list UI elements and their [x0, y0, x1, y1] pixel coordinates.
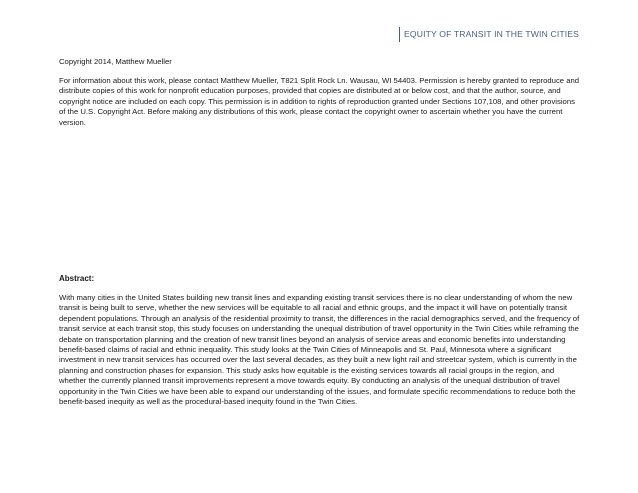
copyright-notice: For information about this work, please contact Matthew Mueller, T821 Split Rock Ln. Wausau, WI 54403. Permission is hereby granted to reproduce and distribute copies of this work for nonprofit education purposes, provided that copies are distributed at or below cost, and that the author, source, and copyright notice are included on each copy. This permission is in addition to rights of reproduction granted under Sections 107,108, and other provisions of the U.S. Copyright Act. Before making any distributions of this work, please contact the copyright owner to ascertain whether you have the current version. [59, 76, 580, 127]
abstract-heading: Abstract: [59, 274, 95, 283]
abstract-body: With many cities in the United States building new transit lines and expanding existing transit services there is no clear understanding of whom the new transit is being built to serve, whether the new services will be equitable to all racial and ethnic groups, and the impact it will have on potentially transit dependent populations. Through an analysis of the residential proximity to transit, the differences in the racial demographics served, and the frequency of transit service at each transit stop, this study focuses on understanding the unequal distribution of travel opportunity in the Twin Cities while reframing the debate on transportation planning and the creation of new transit lines beyond an analysis of service areas and economic benefits into understanding benefit-based claims of racial and ethnic inequality. This study looks at the Twin Cities of Minneapolis and St. Paul, Minnesota where a significant investment in new transit services has occurred over the last several decades, as they built a new light rail and streetcar system, which is currently in the planning and construction phases for expansion. This study asks how equitable is the existing services towards all racial groups in the region, and whether the currently planned transit improvements represent a move towards equity. By conducting an analysis of the unequal distribution of travel opportunity in the Twin Cities we have been able to expand our understanding of the issues, and formulate specific recommendations to reduce both the benefit-based inequity as well as the procedural-based inequity found in the Twin Cities. [59, 293, 580, 407]
running-header [399, 27, 579, 42]
running-header-title: EQUITY OF TRANSIT IN THE TWIN CITIES [404, 29, 580, 39]
copyright-line: Copyright 2014, Matthew Mueller [59, 57, 172, 66]
